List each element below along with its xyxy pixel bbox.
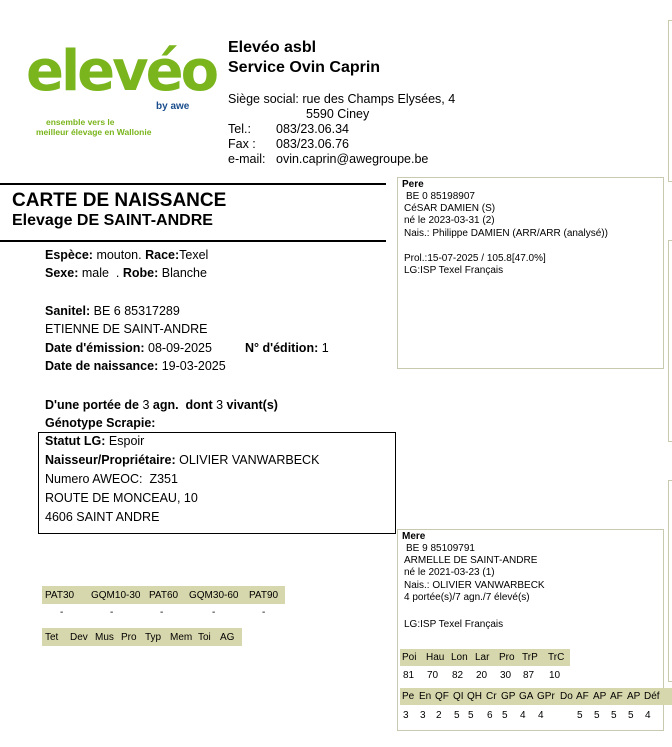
morpho-header: Dev — [70, 631, 88, 643]
perf-header: Lon — [451, 652, 468, 663]
score-header: AF — [576, 691, 589, 702]
mere-name: ARMELLE DE SAINT-ANDRE — [404, 555, 538, 566]
title-bottom-rule — [0, 240, 386, 242]
pat-header-row — [42, 586, 285, 604]
perf-header: TrC — [548, 652, 565, 663]
owner-city: 4606 SAINT ANDRE — [45, 510, 160, 524]
morpho-header: AG — [220, 631, 235, 643]
sanitel-line: Sanitel: BE 6 85317289 — [45, 304, 180, 318]
morpho-header: Toi — [198, 631, 211, 643]
score-header: En — [419, 691, 432, 702]
espece-line: Espèce: mouton. Race:Texel — [45, 248, 209, 262]
score-value: 4 — [538, 710, 544, 721]
perf-header: TrP — [522, 652, 538, 663]
score-value: 6 — [487, 710, 493, 721]
score-value: 5 — [468, 710, 474, 721]
mere-perf-header-row — [400, 649, 570, 666]
perf-header: Lar — [475, 652, 490, 663]
score-value: 3 — [420, 710, 426, 721]
score-header: AP — [593, 691, 607, 702]
pat-value: - — [160, 607, 164, 618]
morpho-header: Mus — [95, 631, 114, 643]
score-value — [561, 710, 577, 721]
score-header: QF — [435, 691, 449, 702]
morpho-header: Pro — [121, 631, 137, 643]
morpho-header-row — [42, 628, 242, 646]
naissance-line: Date de naissance: 19-03-2025 — [45, 359, 226, 373]
score-value: 5 — [594, 710, 600, 721]
score-value: 4 — [520, 710, 526, 721]
fax-label: Fax : — [228, 137, 256, 151]
org-address-2: 5590 Ciney — [306, 107, 370, 121]
tel-value: 083/23.06.34 — [276, 122, 349, 136]
mere-perf-values-row — [403, 670, 569, 681]
morpho-header: Mem — [170, 631, 193, 643]
fax-value: 083/23.06.76 — [276, 137, 349, 151]
portee-line: D'une portée de 3 agn. dont 3 vivant(s) — [45, 398, 278, 412]
score-value: 5 — [502, 710, 508, 721]
email-value: ovin.caprin@awegroupe.be — [276, 152, 429, 166]
pere-name: CéSAR DAMIEN (S) — [404, 203, 496, 214]
mere-lg: LG:ISP Texel Français — [404, 619, 504, 630]
mere-score-values-row — [403, 710, 660, 721]
edge-box-2 — [668, 240, 672, 442]
edge-box-1 — [668, 20, 672, 182]
org-name: Elevéo asbl — [228, 39, 317, 56]
pat-header: GQM10-30 — [91, 589, 141, 601]
mere-score-header-row — [400, 688, 672, 705]
morpho-header: Tet — [45, 631, 59, 643]
mere-label: Mere — [402, 531, 426, 542]
card-title: CARTE DE NAISSANCE — [12, 190, 227, 211]
elevage-name: Elevage DE SAINT-ANDRE — [12, 212, 213, 229]
score-value: 3 — [403, 710, 409, 721]
pat-header: GQM30-60 — [189, 589, 239, 601]
perf-value: 10 — [549, 670, 561, 681]
pat-value: - — [212, 607, 216, 618]
eleveo-logo: elevéo — [26, 39, 217, 104]
pere-nais: Nais.: Philippe DAMIEN (ARR/ARR (analysé)) — [404, 228, 608, 239]
score-value: 4 — [645, 710, 651, 721]
score-header: QI — [453, 691, 464, 702]
edge-box-3 — [668, 480, 672, 682]
score-header: Pe — [402, 691, 415, 702]
score-header: Do — [560, 691, 573, 702]
pere-lg: LG:ISP Texel Français — [404, 265, 504, 276]
aweoc-line: Numero AWEOC: Z351 — [45, 472, 178, 486]
perf-value: 70 — [427, 670, 439, 681]
pere-prol: Prol.:15-07-2025 / 105.8[47.0%] — [404, 253, 546, 264]
mere-nais: Nais.: OLIVIER VANWARBECK — [404, 580, 545, 591]
org-address-1: Siège social: rue des Champs Elysées, 4 — [228, 92, 456, 106]
statut-line: Statut LG: Espoir — [45, 434, 145, 448]
tel-label: Tel.: — [228, 122, 251, 136]
score-header: GPr — [537, 691, 555, 702]
pat-header: PAT30 — [45, 589, 75, 601]
logo-tagline-2: meilleur élevage en Wallonie — [36, 127, 152, 137]
title-top-rule — [0, 183, 386, 185]
emission-line: Date d'émission: 08-09-2025 — [45, 341, 212, 355]
pere-id: BE 0 85198907 — [406, 191, 475, 202]
pat-value: - — [262, 607, 266, 618]
score-header: Déf — [644, 691, 660, 702]
morpho-header: Typ — [145, 631, 162, 643]
perf-value: 30 — [500, 670, 512, 681]
naisseur-line: Naisseur/Propriétaire: OLIVIER VANWARBECK — [45, 453, 320, 467]
pat-value: - — [60, 607, 64, 618]
perf-header: Poi — [402, 652, 417, 663]
genotype-line: Génotype Scrapie: — [45, 416, 156, 430]
animal-name: ETIENNE DE SAINT-ANDRE — [45, 322, 208, 336]
perf-value: 82 — [452, 670, 464, 681]
score-value: 5 — [454, 710, 460, 721]
pat-header: PAT90 — [249, 589, 279, 601]
perf-value: 20 — [476, 670, 488, 681]
perf-header: Hau — [426, 652, 445, 663]
score-header: Cr — [486, 691, 497, 702]
perf-value: 87 — [523, 670, 535, 681]
score-header: AF — [610, 691, 623, 702]
score-value: 5 — [611, 710, 617, 721]
score-header: AP — [627, 691, 641, 702]
score-value: 2 — [436, 710, 442, 721]
email-label: e-mail: — [228, 152, 266, 166]
score-value: 5 — [577, 710, 583, 721]
score-value: 5 — [628, 710, 634, 721]
score-header: GA — [519, 691, 534, 702]
mere-portees: 4 portée(s)/7 agn./7 élevé(s) — [404, 592, 530, 603]
perf-header: Pro — [499, 652, 515, 663]
owner-street: ROUTE DE MONCEAU, 10 — [45, 491, 198, 505]
mere-born: né le 2021-03-23 (1) — [404, 567, 495, 578]
score-header: QH — [467, 691, 482, 702]
pere-born: né le 2023-03-31 (2) — [404, 215, 495, 226]
sexe-line: Sexe: male . Robe: Blanche — [45, 266, 207, 280]
score-header: GP — [501, 691, 516, 702]
pere-label: Pere — [402, 179, 424, 190]
org-service: Service Ovin Caprin — [228, 59, 381, 76]
awe-logo: by awe — [156, 101, 190, 112]
perf-value: 81 — [403, 670, 415, 681]
pat-values-row — [60, 607, 282, 618]
edition-line: N° d'édition: 1 — [245, 341, 329, 355]
pat-header: PAT60 — [149, 589, 179, 601]
pat-value: - — [110, 607, 114, 618]
logo-tagline-1: ensemble vers le — [46, 117, 115, 127]
mere-id: BE 9 85109791 — [406, 543, 475, 554]
